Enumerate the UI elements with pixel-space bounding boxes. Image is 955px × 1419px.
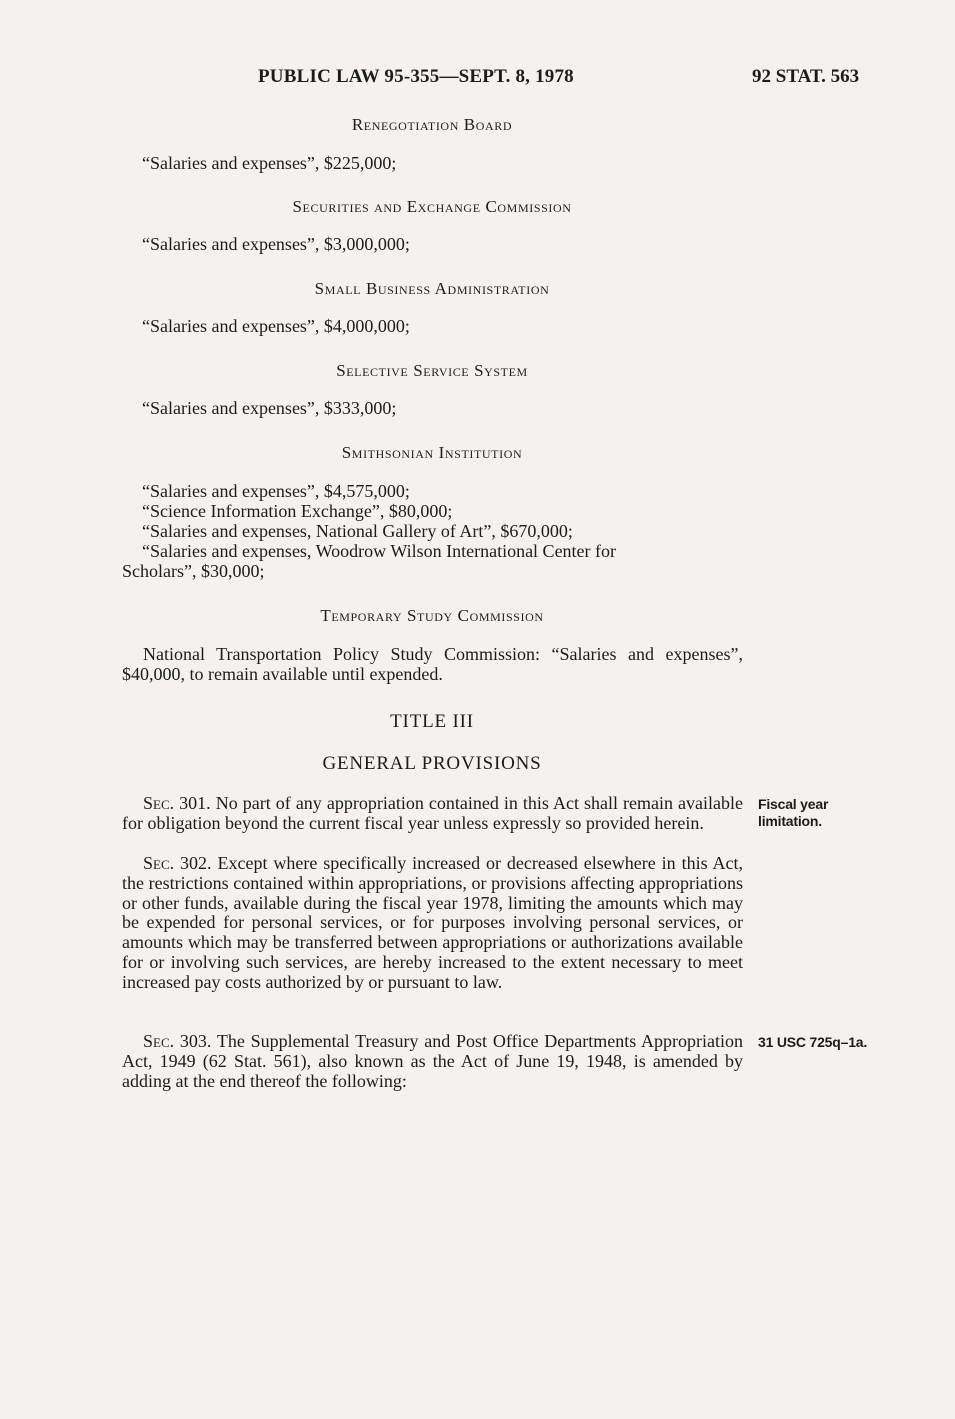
heading-renegotiation-board: Renegotiation Board	[351, 115, 513, 134]
heading-smithsonian: Smithsonian Institution	[341, 443, 523, 462]
general-provisions-heading: GENERAL PROVISIONS	[322, 753, 542, 774]
margin-note-fiscal-line1: Fiscal year	[758, 796, 829, 812]
item-selective-service-salaries: “Salaries and expenses”, $333,000;	[142, 398, 397, 418]
title-iii: TITLE III	[390, 711, 474, 732]
page-header-stat: 92 STAT. 563	[752, 66, 860, 87]
section-301	[122, 794, 743, 834]
section-301-label: Sec. 301.	[143, 793, 211, 813]
item-small-business-salaries: “Salaries and expenses”, $4,000,000;	[142, 316, 410, 336]
section-302-text: Except where specifically increased or decreased elsewhere in this Act, the restrictions contained within appropriations, or provisions affecting appropriations or other funds, available during the fiscal year 1978, limiting the amounts which may be expended for personal services, or for purposes involving personal services, or amounts which may be transferred between appropriations or authorizations available for or involving such services, are hereby increased to the extent necessary to meet increased pay costs authorized by or pursuant to law.	[122, 853, 744, 992]
item-transportation-policy: National Transportation Policy Study Commission: “Salaries and expenses”, $40,000, to remain available until expended.	[122, 644, 743, 684]
heading-securities-exchange: Securities and Exchange Commission	[292, 197, 572, 216]
item-renegotiation-salaries: “Salaries and expenses”, $225,000;	[142, 153, 397, 173]
section-303-label: Sec. 303.	[143, 1031, 212, 1051]
section-301-text: No part of any appropriation contained in this Act shall remain available for obligation beyond the current fiscal year unless expressly so provided herein.	[122, 793, 744, 833]
section-302	[122, 854, 743, 993]
item-wilson-center-a: “Salaries and expenses, Woodrow Wilson International Center for	[142, 541, 617, 561]
margin-note-fiscal-line2: limitation.	[758, 813, 822, 829]
section-303	[122, 1032, 743, 1091]
heading-selective-service: Selective Service System	[336, 361, 528, 380]
heading-temporary-study: Temporary Study Commission	[320, 606, 544, 625]
item-science-info-exchange: “Science Information Exchange”, $80,000;	[142, 501, 453, 521]
item-sec-salaries: “Salaries and expenses”, $3,000,000;	[142, 234, 410, 254]
margin-note-usc: 31 USC 725q–1a.	[758, 1034, 868, 1050]
section-303-text: The Supplemental Treasury and Post Office Departments Appropriation Act, 1949 (62 Stat. 561), also known as the Act of June 19, 1948, is amended by adding at the end thereof the following:	[122, 1031, 743, 1091]
heading-small-business: Small Business Administration	[314, 279, 550, 298]
section-302-label: Sec. 302.	[143, 853, 212, 873]
margin-note-fiscal-year	[758, 796, 828, 830]
item-wilson-center-b: Scholars”, $30,000;	[122, 561, 265, 581]
item-national-gallery: “Salaries and expenses, National Gallery of Art”, $670,000;	[142, 521, 573, 541]
page-header-title: PUBLIC LAW 95-355—SEPT. 8, 1978	[258, 66, 574, 87]
item-smithsonian-salaries: “Salaries and expenses”, $4,575,000;	[142, 481, 410, 501]
